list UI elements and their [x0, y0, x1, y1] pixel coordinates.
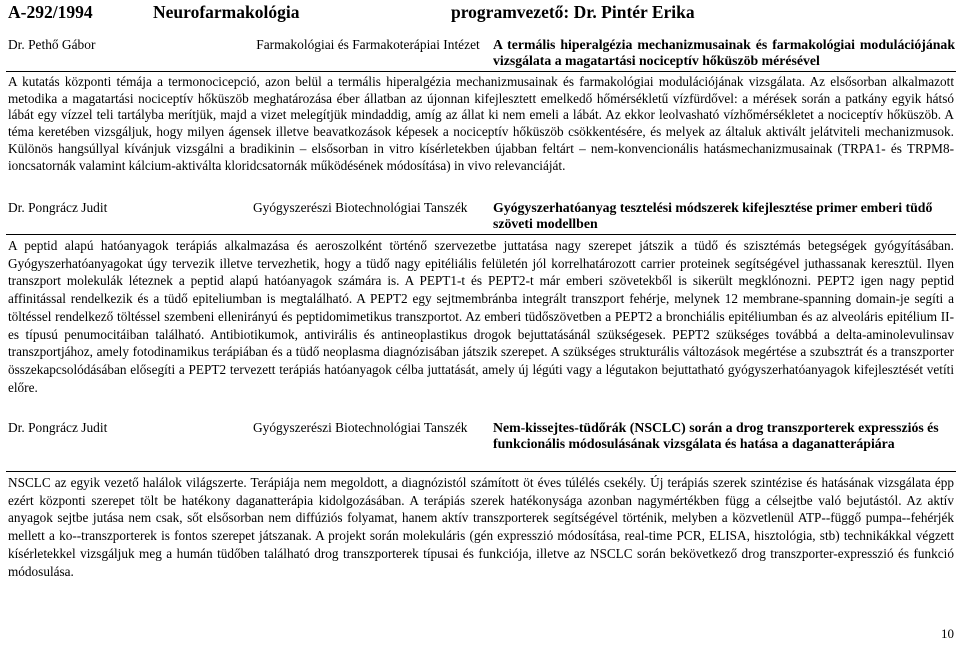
topic-meta-row: [6, 200, 956, 235]
supervisor-name: Dr. Pethő Gábor: [8, 37, 96, 52]
topic-meta-row: [6, 37, 956, 72]
topic-section: [6, 37, 956, 174]
topic-title: Nem-kissejtes-tüdőrák (NSCLC) során a drog transzporterek expressziós és funkcionális módosulásának vizsgálata és hatása a daganatterápiára: [493, 420, 939, 451]
topic-title: A termális hiperalgézia mechanizmusainak és farmakológiai modulációjának vizsgálata a magatartási nociceptív hőküszöb mérésével: [493, 37, 955, 68]
topic-title: Gyógyszerhatóanyag tesztelési módszerek kifejlesztése primer emberi tüdő szöveti modellben: [493, 200, 933, 231]
topic-section: [6, 200, 956, 396]
topic-meta-row: [6, 420, 956, 472]
topic-section: [6, 420, 956, 580]
page-header: [8, 2, 952, 24]
program-code: A-292/1994: [8, 2, 93, 22]
program-subject: Neurofarmakológia: [153, 2, 300, 22]
page-number: 10: [941, 626, 954, 641]
program-director: programvezető: Dr. Pintér Erika: [451, 2, 695, 22]
institute-name: Gyógyszerészi Biotechnológiai Tanszék: [253, 200, 468, 215]
supervisor-name: Dr. Pongrácz Judit: [8, 200, 108, 215]
topic-description: A kutatás központi témája a termonocicepció, azon belül a termális hiperalgézia mechanizmusainak és farmakológiai modulációjának vizsgálata. Az elsősorban alkalmazott metodika a magatartási nociceptív hőküszöb meghatározása éber állatban az újonnan kifejlesztett emelkedő hőmérsékletű vízfürdővel: a mérések során a patkány egyik hátsó lábát egy vízzel teli tartályba merítjük, majd a vizet melegítjük mindaddig, amíg az állat ki nem emeli a lábát. Az ekkor leolvasható vízhőmérsékletet a nociceptív hőküszöb. A téma keretében vizsgáljuk, hogy milyen ágensek illetve beavatkozások képesek a nociceptív hőküszöb csökkentésére, és melyek az általuk aktivált jelátviteli mechanizmusok. Különös hangsúllyal kívánjuk vizsgálni a bradikinin – elsősorban in vitro kísérletekben újabban feltárt – nem-konvencionális hatásmechanizmusainak (TRPA1- és TRPM8-ioncsatornák valamint kálcium-aktiválta kloridcsatornák működésének módosítása) in vivo relevanciáját.: [8, 74, 954, 173]
topic-description: NSCLC az egyik vezető halálok világszerte. Terápiája nem megoldott, a diagnózistól számított öt éves túlélés csekély. Új terápiás szerek szintézise és hatásának vizsgálata épp ezért központi szerepet tölt be hatékony daganatterápia kidolgozásában. A terápiás szerek hatékonysága azonban nagymértékben függ a célsejtbe való bejutástól. Az aktív anyagok sejtbe jutása nem csak, sőt elsősorban nem diffúziós folyamat, hanem aktív transzporterek segítségével történik, melyben a közvetlenül ATP--függő pumpa--fehérjék mellett a ko--transzporterek is fontos szerepet játszanak. A projekt során molekuláris (gén expressziό módosítása, real-time PCR, ELISA, hisztológia, stb) technikákkal végzett kísérletekkel vizsgáljuk meg a humán tüdőben található drog transzporterek típusai és funkciója, illetve az NSCLC során bekövetkező drog transzporter-expresszió és funkció módosulása.: [8, 475, 954, 579]
institute-name: Farmakológiai és Farmakoterápiai Intézet: [256, 37, 480, 52]
topic-description: A peptid alapú hatóanyagok terápiás alkalmazása és aeroszolként történő szervezetbe juttatása nagy szerepet játszik a tüdő és szisztémás betegségek gyógyításában. Gyógyszerhatóanyagokat úgy tervezik illetve tervezhetik, hogy a tüdő nagy epitéliális felületén jól korrelhatározott carrier proteinek segítségével juthassanak keresztül. Ilyen transzport molekulák léteznek a peptid alapú hatóanyagok számára is. A PEPT1-t és PEPT2-t már emberi szövetekből is sikerült megklónozni. PEPT2 igen nagy peptid affinitással rendelkezik és a tüdő epiteliumban is megtalálható. A PEPT2 egy sejtmembránba integrált transzport fehérje, melynek 12 membrane-spanning domain-je segíti a töltéssel rendelkező töltéssel szembeni ellenirányú és peptidomimetikus transzportot. Az emberi tüdőszövetben a PEPT2 a bronchiális epitéliumban és az alveoláris epitélium II-es típusú penumocitáiban található. Antibiotikumok, antivirális és antineoplastikus drogok bejuttatásánál szükségesek. PEPT2 szükséges továbbá a delta-aminolevulinsav transzportjához, amely fotodinamikus terápiában és a tüdő neoplasma diagnózisában játszik szerepet. A szükséges strukturális változások megértése a szubsztrát és a transzporter összekapcsolódásában elősegíti a PEPT2 tervezett terápiás hatóanyagok célba juttatását, amely új légúti vagy a légutakon bejuttatható gyógyszerhatóanyagok kifejlesztését vetíti előre.: [8, 238, 954, 395]
supervisor-name: Dr. Pongrácz Judit: [8, 420, 108, 435]
institute-name: Gyógyszerészi Biotechnológiai Tanszék: [253, 420, 468, 435]
